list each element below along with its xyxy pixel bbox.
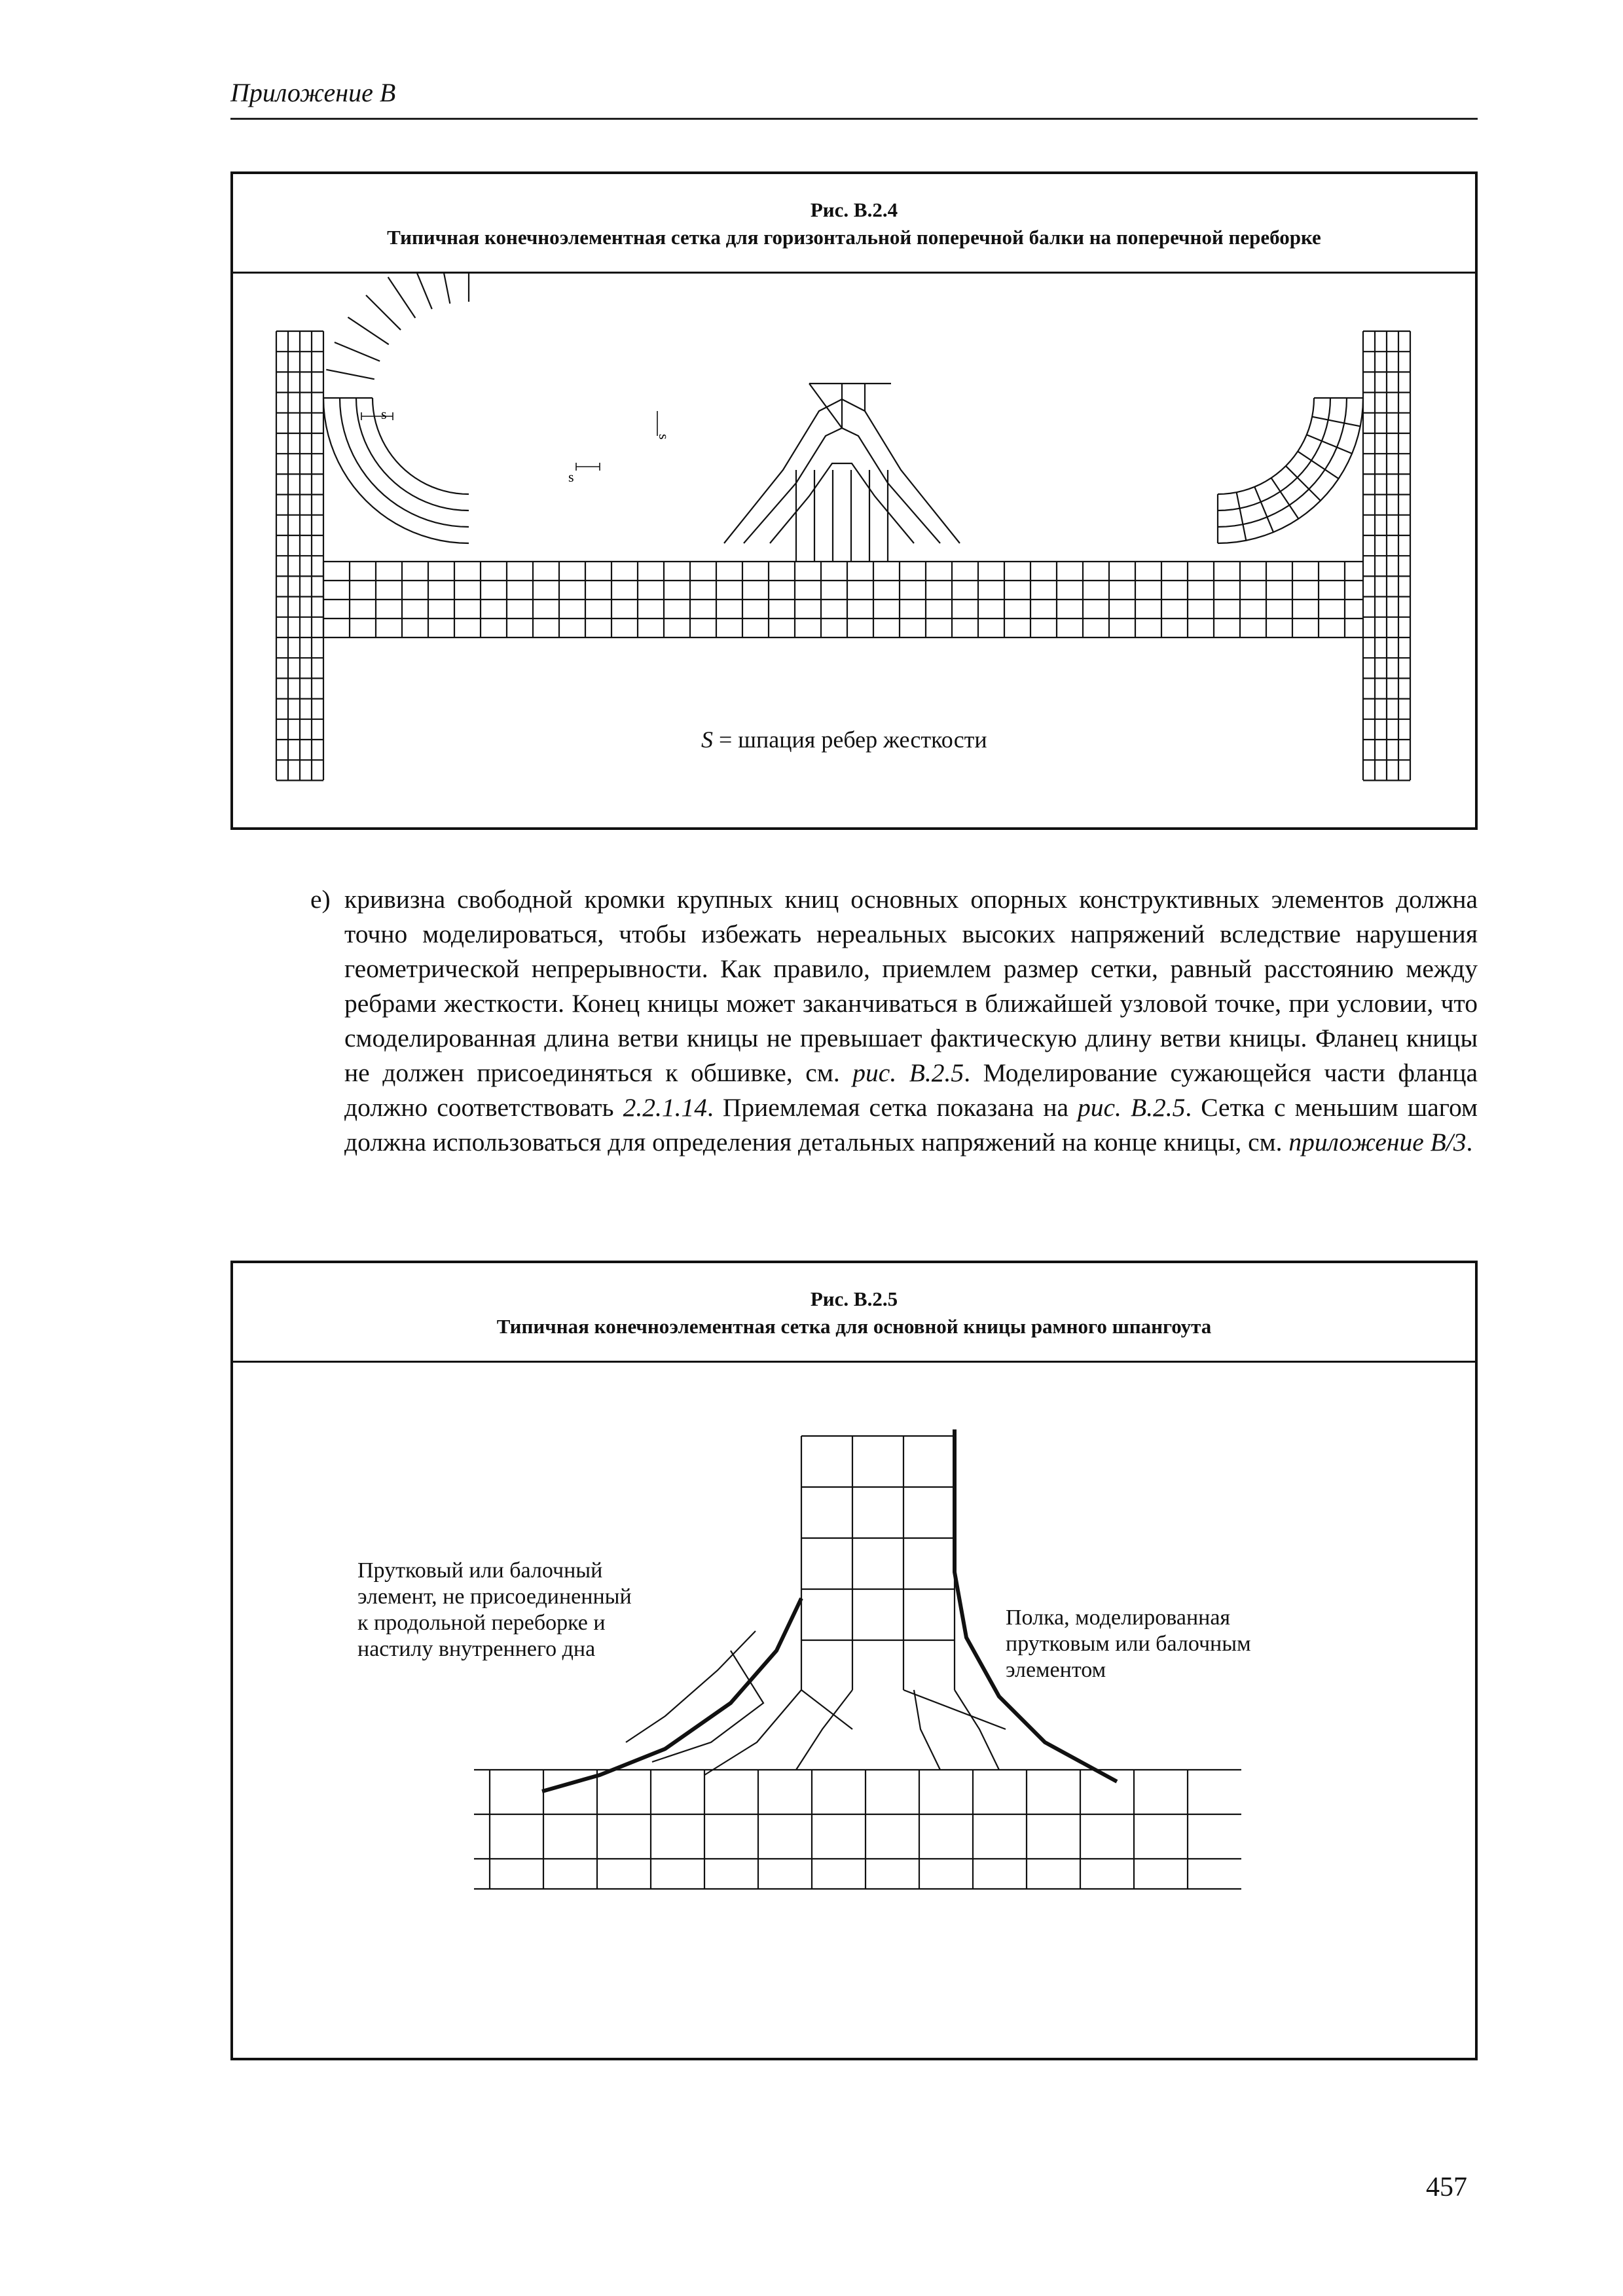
mesh-line (744, 428, 940, 543)
mesh-line (626, 1631, 756, 1742)
label-right: Полка, моделированная прутковым или балочным элементом (1006, 1605, 1251, 1682)
page-number: 457 (1426, 2172, 1467, 2202)
mesh-line (809, 384, 842, 428)
figure-number: Рис. В.2.4 (810, 198, 898, 221)
mesh-line (1218, 398, 1347, 527)
mesh-line (388, 277, 416, 317)
mesh-line (326, 370, 374, 380)
mesh-line (796, 1690, 852, 1770)
figure-b-2-4 (230, 171, 1478, 830)
paragraph-text: кривизна свободной кромки крупных книц основных опорных конструктивных элементов должна точно моделироваться, чтобы избежать нереальных высоких напряжений вследствие нарушения геометрической непрерывности. Как правило, приемлем размер сетки, равный расстоянию между ребрами жесткости. Конец кницы может заканчиваться в ближайшей узловой точке, при условии, что смоделированная длина ветви кницы не превышает фактическую длину ветви кницы. Фланец кницы не должен присоединяться к обшивке, см. рис. В.2.5. Моделирование сужающейся части фланца должно соответствовать 2.2.1.14. Приемлемая сетка показана на рис. В.2.5. Сетка с меньшим шагом должна использоваться для определения детальных напряжений на конце кницы, см. приложение В/3. (344, 885, 1478, 1157)
mesh-line (335, 342, 380, 361)
mesh-line (1237, 492, 1247, 541)
page-header (230, 77, 1478, 120)
mesh-line (413, 274, 432, 309)
mesh-line (373, 398, 469, 494)
figure-drawing (233, 1363, 1475, 2058)
dim-label-3: s (568, 469, 574, 485)
figure-caption (233, 174, 1475, 274)
figure-number: Рис. В.2.5 (810, 1287, 898, 1310)
mesh-line (340, 398, 469, 527)
figure-drawing (233, 274, 1475, 827)
mesh-line (1254, 487, 1273, 532)
mesh-line (1307, 435, 1352, 454)
mesh-line (704, 1690, 801, 1775)
legend-spacing: S = шпация ребер жесткости (701, 726, 987, 753)
mesh-line (770, 463, 914, 543)
label-left: Прутковый или балочный элемент, не присоединенный к продольной переборке и настилу внутреннего дна (357, 1558, 632, 1661)
dim-label-2: s (656, 434, 672, 440)
dim-label-1: s (381, 406, 387, 422)
figure-title: Типичная конечноэлементная сетка для основной кницы рамного шпангоута (496, 1315, 1212, 1338)
mesh-line (441, 274, 450, 304)
mesh-line (323, 398, 469, 543)
figure-title: Типичная конечноэлементная сетка для горизонтальной поперечной балки на поперечной переборке (387, 226, 1321, 249)
body-paragraph (310, 882, 1478, 1160)
mesh-line (356, 398, 469, 511)
fe-mesh-bracket (233, 1363, 1475, 2058)
figure-caption (233, 1263, 1475, 1363)
mesh-line (1312, 417, 1360, 427)
header-title: Приложение В (230, 78, 396, 107)
mesh-line (366, 295, 401, 330)
mesh-line (955, 1690, 999, 1770)
mesh-line (348, 317, 388, 345)
figure-b-2-5 (230, 1261, 1478, 2060)
list-marker: е) (310, 885, 331, 914)
